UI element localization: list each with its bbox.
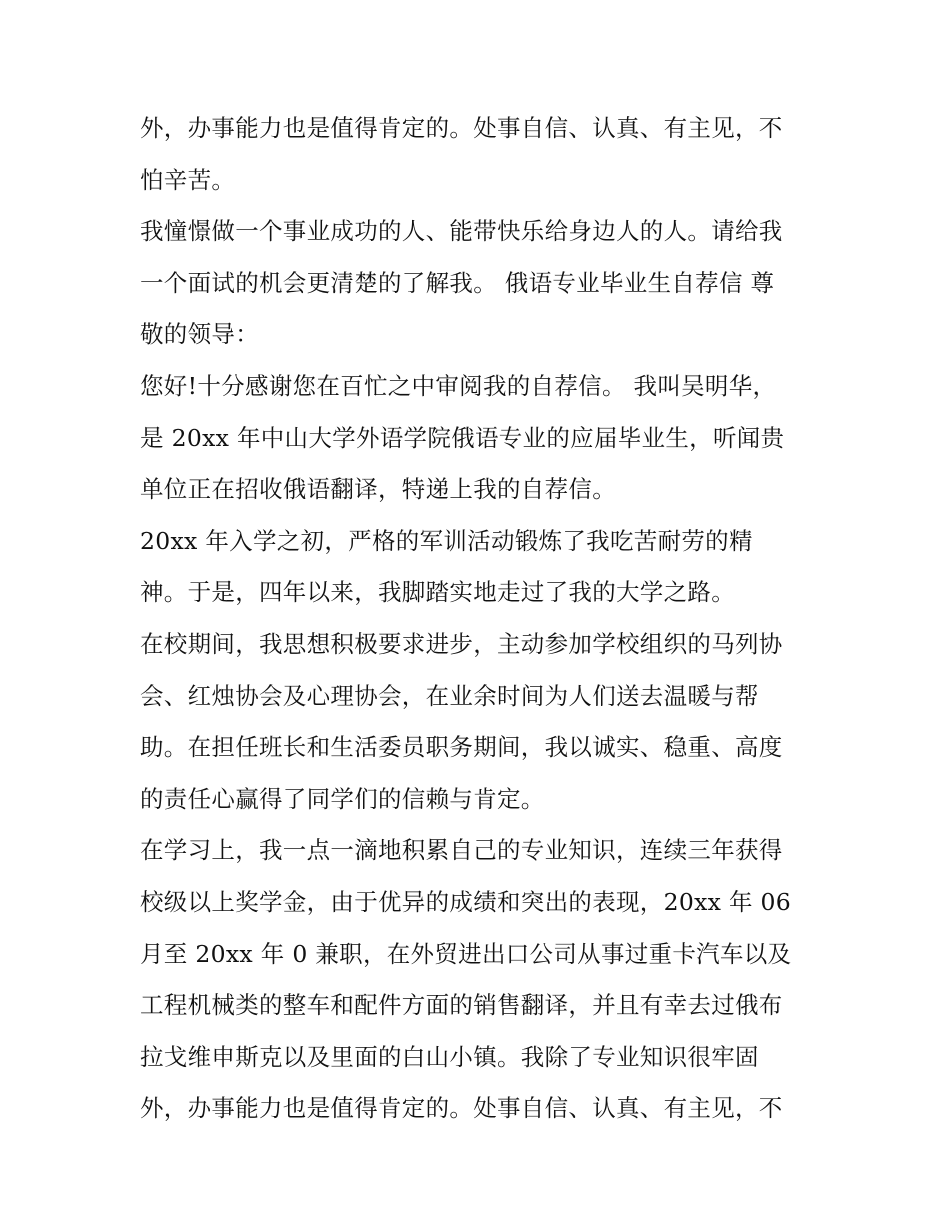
text-line: 在校期间，我思想积极要求进步，主动参加学校组织的马列协	[140, 629, 783, 658]
text-line: 的责任心赢得了同学们的信赖与肯定。	[140, 784, 545, 813]
text-line: 怕辛苦。	[140, 165, 236, 194]
text-line: 外，办事能力也是值得肯定的。处事自信、认真、有主见，不	[140, 1094, 783, 1123]
document-body	[140, 108, 820, 1140]
text-line: 外，办事能力也是值得肯定的。处事自信、认真、有主见，不	[140, 114, 783, 142]
text-line: 助。在担任班长和生活委员职务期间，我以诚实、稳重、高度	[140, 733, 783, 762]
text-line: 校级以上奖学金，由于优异的成绩和突出的表现，20xx 年 06	[140, 887, 792, 916]
text-line: 您好!十分感谢您在百忙之中审阅我的自荐信。 我叫吴明华，	[140, 371, 777, 400]
text-line: 工程机械类的整车和配件方面的销售翻译，并且有幸去过俄布	[140, 991, 783, 1020]
text-line: 会、红烛协会及心理协会，在业余时间为人们送去温暖与帮	[140, 681, 759, 710]
text-line: 是 20xx 年中山大学外语学院俄语专业的应届毕业生，听闻贵	[140, 423, 785, 452]
text-line: 敬的领导：	[140, 320, 259, 349]
text-line: 我憧憬做一个事业成功的人、能带快乐给身边人的人。请给我	[140, 217, 783, 246]
text-line: 神。于是，四年以来，我脚踏实地走过了我的大学之路。	[140, 578, 735, 607]
text-line: 在学习上，我一点一滴地积累自己的专业知识，连续三年获得	[140, 836, 783, 865]
text-line: 一个面试的机会更清楚的了解我。 俄语专业毕业生自荐信 尊	[140, 268, 775, 297]
text-line: 月至 20xx 年 0 兼职，在外贸进出口公司从事过重卡汽车以及	[140, 939, 792, 968]
text-line: 20xx 年入学之初，严格的军训活动锻炼了我吃苦耐劳的精	[140, 526, 753, 555]
text-line: 单位正在招收俄语翻译，特递上我的自荐信。	[140, 475, 616, 504]
text-line: 拉戈维申斯克以及里面的白山小镇。我除了专业知识很牢固	[140, 1042, 759, 1071]
